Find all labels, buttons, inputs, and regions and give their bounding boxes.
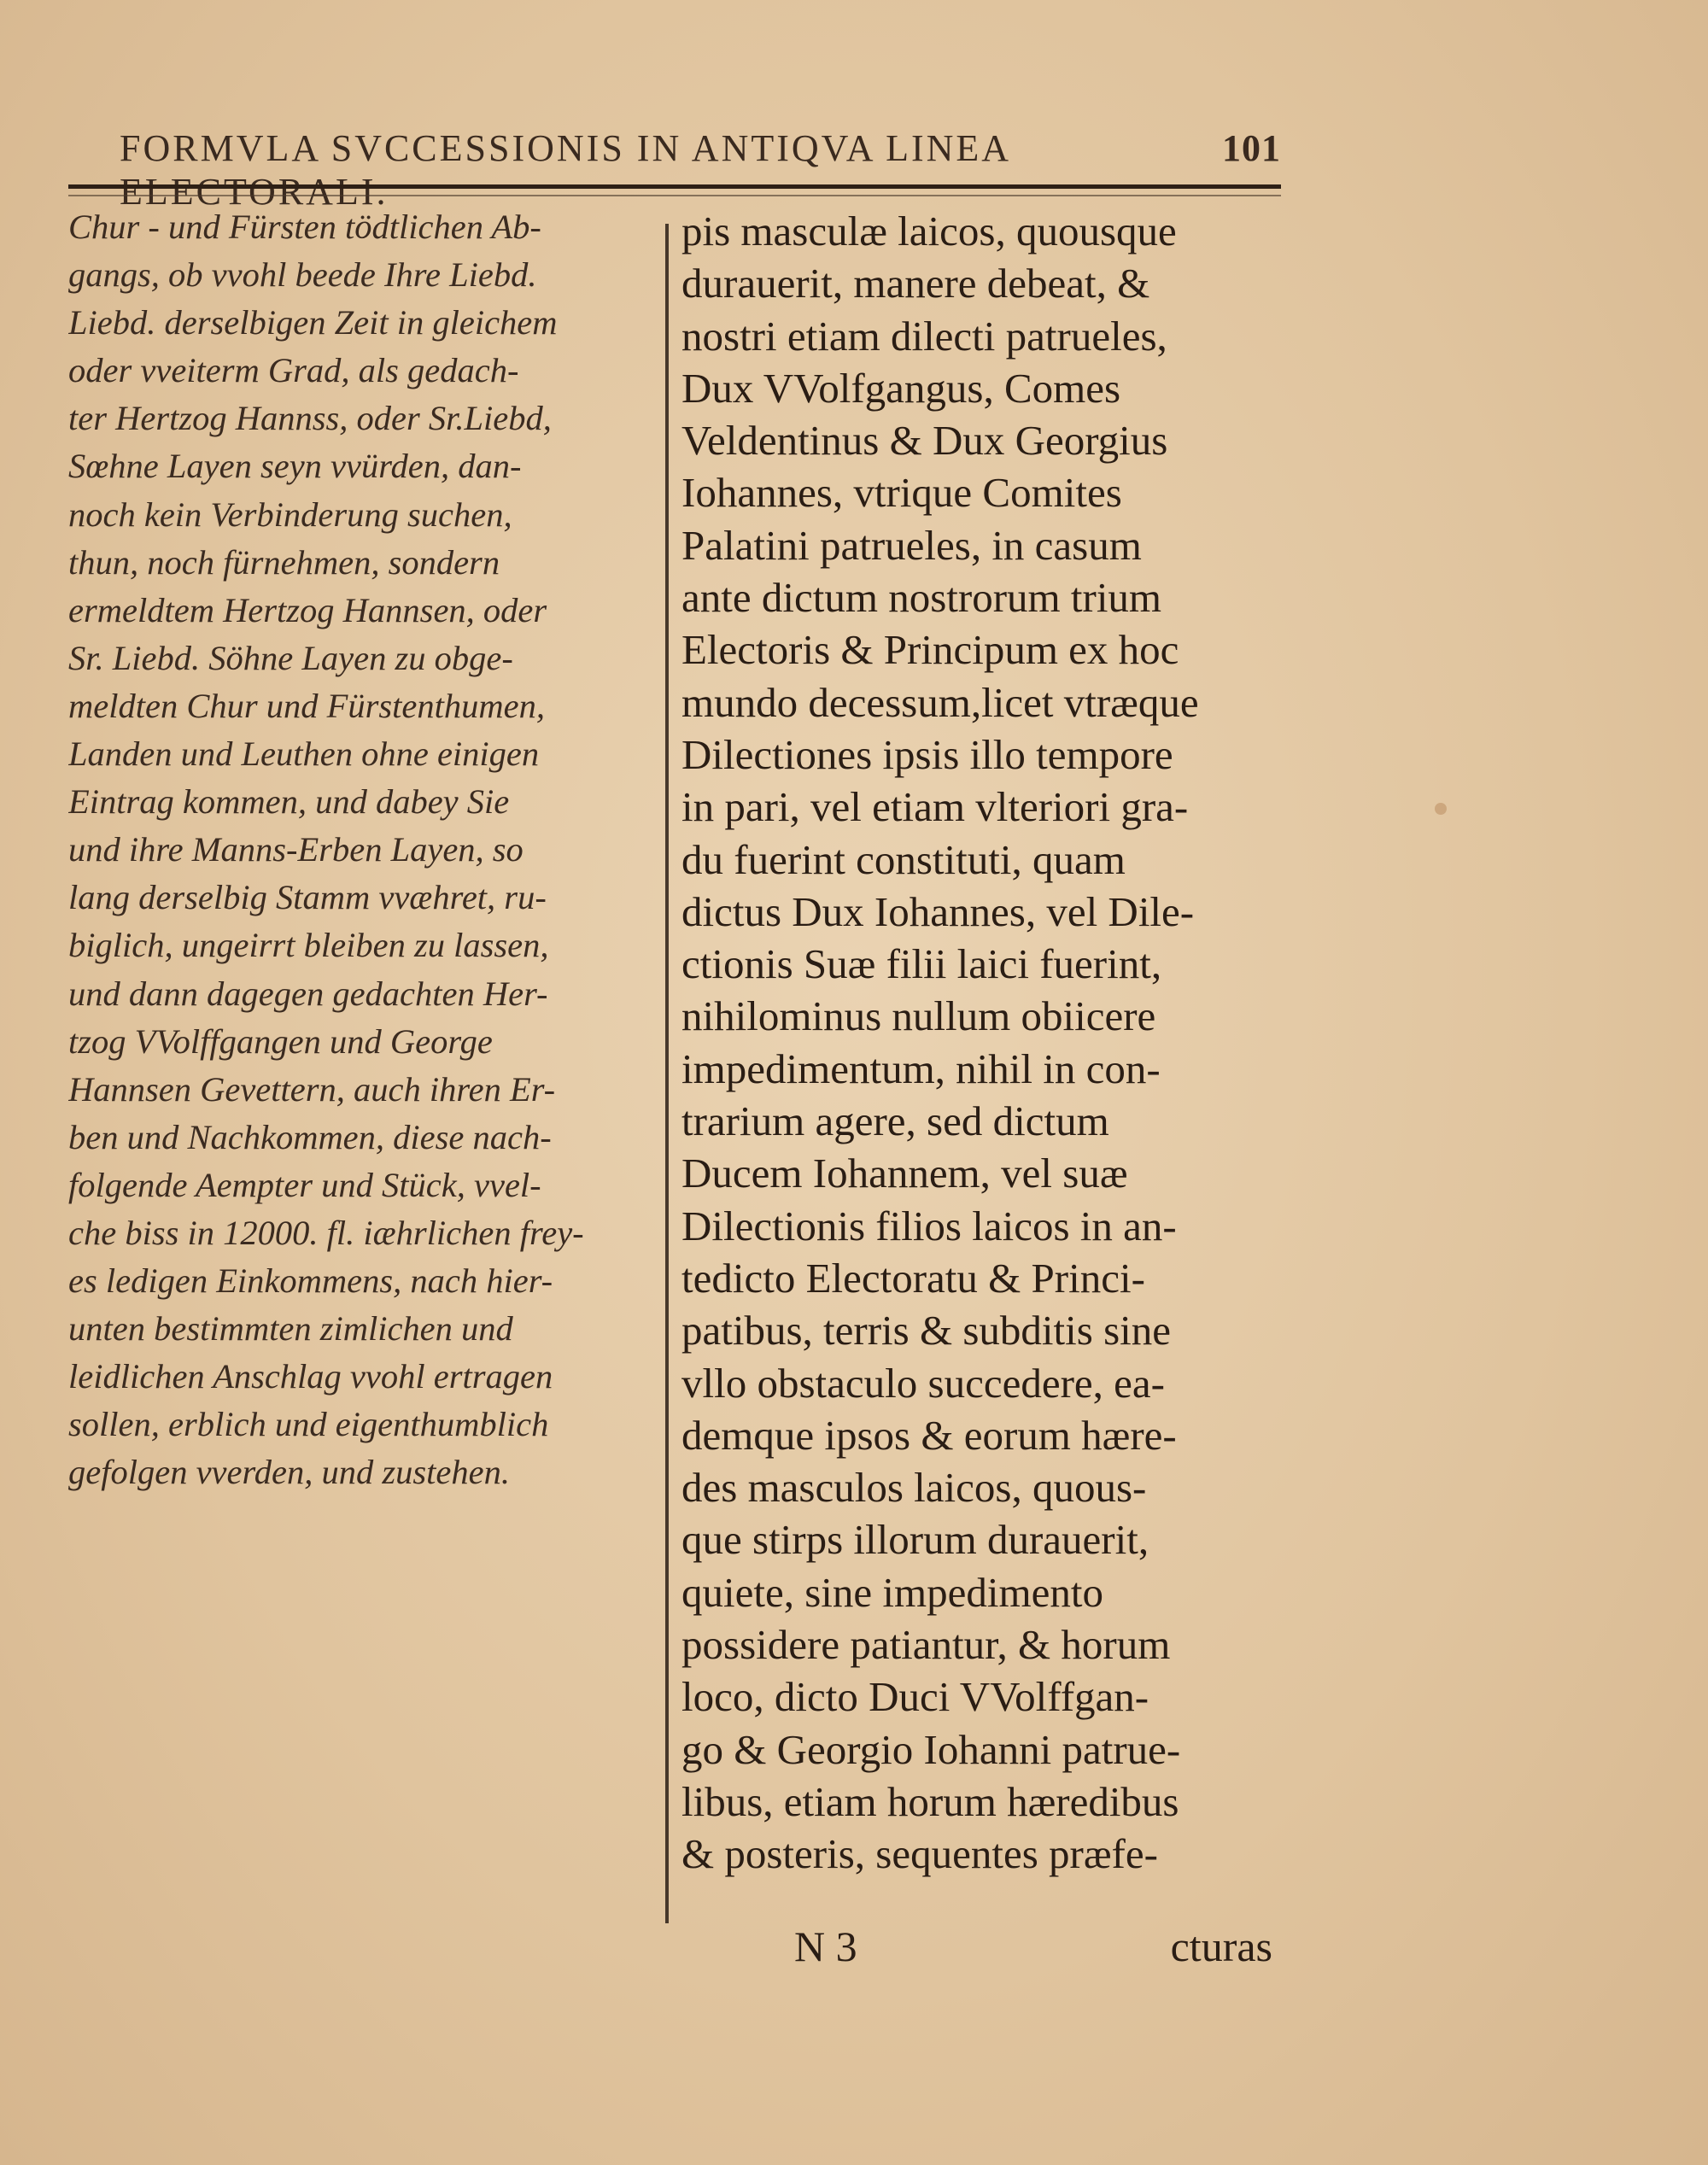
latin-text-line: Ducem Iohannem, vel suæ bbox=[681, 1150, 1128, 1197]
page-footer bbox=[794, 1922, 1272, 1971]
german-text-line: che biss in 12000. fl. iæhrlichen frey- bbox=[68, 1213, 584, 1252]
latin-text-line: ante dictum nostrorum trium bbox=[681, 574, 1162, 622]
latin-text-line: loco, dicto Duci VVolffgan- bbox=[681, 1673, 1149, 1721]
latin-text-line: du fuerint constituti, quam bbox=[681, 835, 1126, 883]
latin-text-line: demque ipsos & eorum hære- bbox=[681, 1411, 1177, 1459]
header-title: FORMVLA SVCCESSIONIS IN ANTIQVA LINEA ELECTORALI. bbox=[120, 127, 1009, 213]
latin-text-line: Electoris & Principum ex hoc bbox=[681, 626, 1179, 674]
latin-text-line: que stirps illorum durauerit, bbox=[681, 1516, 1149, 1564]
latin-text-line: Dilectiones ipsis illo tempore bbox=[681, 730, 1173, 778]
german-text-line: thun, noch fürnehmen, sondern bbox=[68, 542, 500, 582]
german-text-line: meldten Chur und Fürstenthumen, bbox=[68, 686, 545, 725]
latin-text-line: dictus Dux Iohannes, vel Dile- bbox=[681, 887, 1195, 935]
latin-text-line: quiete, sine impedimento bbox=[681, 1568, 1103, 1616]
german-text-line: es ledigen Einkommens, nach hier- bbox=[68, 1261, 553, 1301]
german-text-line: ter Hertzog Hannss, oder Sr.Liebd, bbox=[68, 399, 552, 438]
latin-text-line: go & Georgio Iohanni patrue- bbox=[681, 1725, 1181, 1773]
latin-text-line: Palatini patrueles, in casum bbox=[681, 521, 1142, 569]
german-text-column bbox=[68, 203, 649, 1497]
latin-text-line: mundo decessum,licet vtræque bbox=[681, 678, 1199, 726]
german-text-line: ben und Nachkommen, diese nach- bbox=[68, 1117, 552, 1156]
latin-text-line: des masculos laicos, quous- bbox=[681, 1464, 1147, 1512]
german-text-line: Landen und Leuthen ohne einigen bbox=[68, 734, 540, 774]
latin-text-line: Veldentinus & Dux Georgius bbox=[681, 417, 1168, 465]
latin-text-line: nostri etiam dilecti patrueles, bbox=[681, 312, 1167, 360]
german-text-line: leidlichen Anschlag vvohl ertragen bbox=[68, 1357, 553, 1396]
latin-text-line: pis masculæ laicos, quousque bbox=[681, 208, 1177, 255]
latin-text-line: ctionis Suæ filii laici fuerint, bbox=[681, 940, 1162, 988]
latin-text-line: vllo obstaculo succedere, ea- bbox=[681, 1359, 1165, 1407]
german-text-line: Eintrag kommen, und dabey Sie bbox=[68, 782, 510, 822]
latin-text-line: durauerit, manere debeat, & bbox=[681, 260, 1150, 307]
german-text-line: ermeldtem Hertzog Hannsen, oder bbox=[68, 590, 547, 629]
paper-stain bbox=[1435, 803, 1447, 815]
german-text-line: gefolgen vverden, und zustehen. bbox=[68, 1453, 510, 1492]
latin-text-line: Iohannes, vtrique Comites bbox=[681, 469, 1122, 517]
german-text-line: Liebd. derselbigen Zeit in gleichem bbox=[68, 303, 558, 342]
german-text-line: gangs, ob vvohl beede Ihre Liebd. bbox=[68, 255, 537, 295]
german-text-line: und dann dagegen gedachten Her- bbox=[68, 974, 548, 1013]
german-text-line: Hannsen Gevettern, auch ihren Er- bbox=[68, 1069, 556, 1109]
latin-text-line: & posteris, sequentes præfe- bbox=[681, 1830, 1158, 1878]
latin-text-line: in pari, vel etiam vlteriori gra- bbox=[681, 783, 1189, 831]
german-text-line: lang derselbig Stamm vvæhret, ru- bbox=[68, 878, 547, 917]
german-text-line: Sœhne Layen seyn vvürden, dan- bbox=[68, 447, 522, 486]
latin-text-line: Dilectionis filios laicos in an- bbox=[681, 1202, 1177, 1249]
column-divider bbox=[665, 224, 669, 1923]
german-text-line: sollen, erblich und eigenthumblich bbox=[68, 1405, 549, 1444]
latin-text-line: nihilominus nullum obiicere bbox=[681, 992, 1156, 1040]
latin-text-line: tedicto Electoratu & Princi- bbox=[681, 1254, 1145, 1302]
latin-text-column bbox=[681, 205, 1279, 1881]
german-text-line: folgende Aempter und Stück, vvel- bbox=[68, 1165, 541, 1204]
catchword: cturas bbox=[1170, 1922, 1272, 1970]
header-rule-thin bbox=[68, 195, 1281, 196]
latin-text-line: libus, etiam horum hæredibus bbox=[681, 1777, 1179, 1825]
latin-text-line: Dux VVolfgangus, Comes bbox=[681, 364, 1121, 412]
header-rule bbox=[68, 184, 1281, 189]
latin-text-line: patibus, terris & subditis sine bbox=[681, 1307, 1171, 1355]
german-text-line: und ihre Manns-Erben Layen, so bbox=[68, 830, 524, 869]
running-header bbox=[120, 126, 1281, 214]
latin-text-line: possidere patiantur, & horum bbox=[681, 1621, 1171, 1669]
page-number: 101 bbox=[1222, 127, 1281, 169]
german-text-line: Chur - und Fürsten tödtlichen Ab- bbox=[68, 208, 541, 246]
german-text-line: tzog VVolffgangen und George bbox=[68, 1021, 493, 1061]
german-text-line: biglich, ungeirrt bleiben zu lassen, bbox=[68, 926, 549, 965]
german-text-line: Sr. Liebd. Söhne Layen zu obge- bbox=[68, 638, 513, 677]
latin-text-line: impedimentum, nihil in con- bbox=[681, 1044, 1161, 1092]
german-text-line: oder vveiterm Grad, als gedach- bbox=[68, 351, 519, 390]
latin-text-line: trarium agere, sed dictum bbox=[681, 1097, 1109, 1145]
signature-mark: N 3 bbox=[794, 1922, 857, 1970]
german-text-line: unten bestimmten zimlichen und bbox=[68, 1309, 513, 1349]
german-text-line: noch kein Verbinderung suchen, bbox=[68, 494, 512, 534]
